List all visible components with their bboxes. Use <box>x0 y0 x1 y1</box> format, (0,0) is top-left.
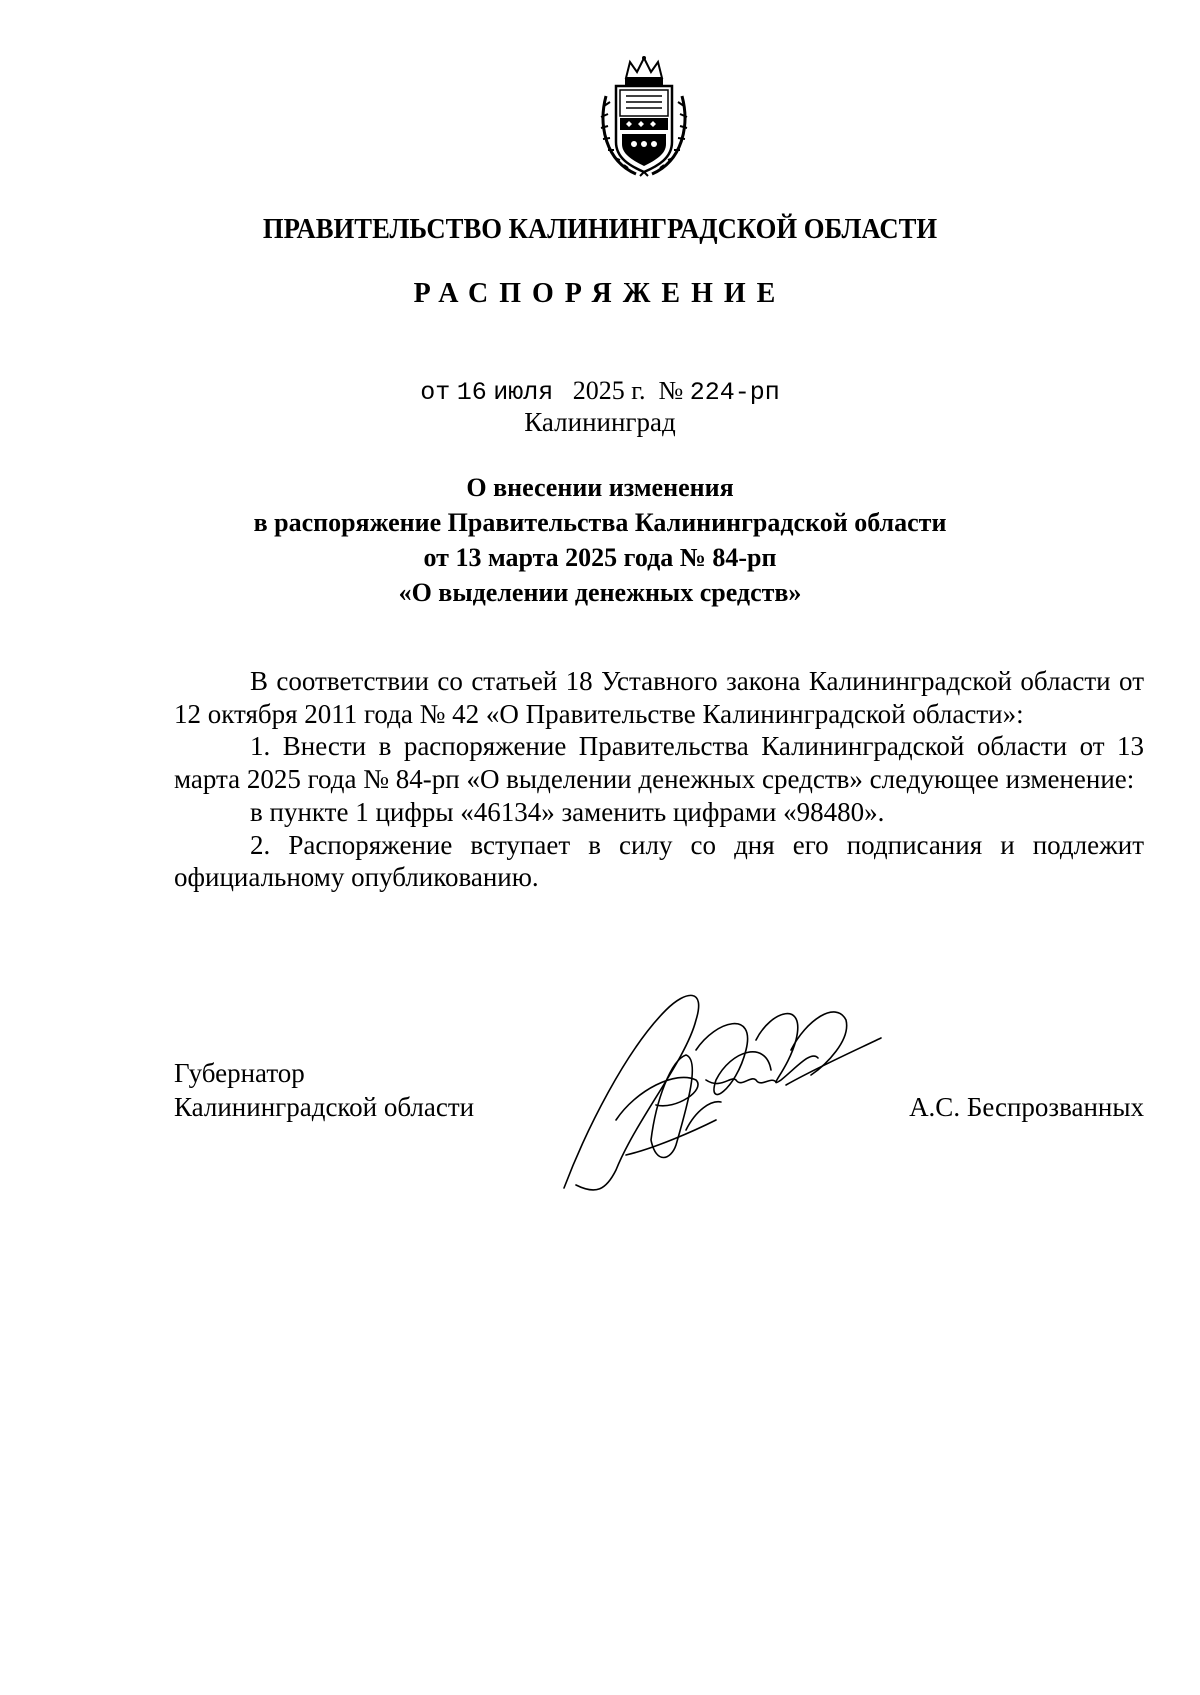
body-paragraph: 1. Внести в распоряжение Правительства Калининградской области от 13 марта 2025 года № 84-рп «О выделении денежных средств» следующее изменение: <box>174 731 1144 795</box>
document-number: 224-рп <box>689 378 780 407</box>
coat-of-arms-emblem-icon <box>596 56 692 180</box>
signer-position-line: Губернатор <box>174 1058 305 1088</box>
body-paragraph: В соответствии со статьей 18 Уставного закона Калининградской области от 12 октября 2011 года № 42 «О Правительстве Калининградской области»: <box>174 666 1144 729</box>
document-title <box>0 470 1200 610</box>
body-paragraph: 2. Распоряжение вступает в силу со дня его подписания и подлежит официальному опубликованию. <box>174 829 1144 893</box>
city: Калининград <box>524 407 676 437</box>
organization-name: ПРАВИТЕЛЬСТВО КАЛИНИНГРАДСКОЙ ОБЛАСТИ <box>262 213 938 245</box>
number-sign: № <box>658 376 684 405</box>
signer-name: А.С. Беспрозванных <box>909 1092 1144 1122</box>
document-type: РАСПОРЯЖЕНИЕ <box>413 278 787 309</box>
signer-position <box>174 1056 474 1124</box>
title-line: О внесении изменения <box>466 473 734 502</box>
date-day: 16 <box>456 378 487 407</box>
date-prefix: от <box>420 378 451 407</box>
handwritten-signature-icon <box>556 980 906 1200</box>
document-body <box>174 665 1144 894</box>
signer-position-line: Калининградской области <box>174 1092 475 1122</box>
title-line: от 13 марта 2025 года № 84-рп <box>423 543 777 572</box>
date-month: июля <box>493 378 554 407</box>
body-paragraph: в пункте 1 цифры «46134» заменить цифрами «98480». <box>250 796 885 827</box>
date-year: 2025 г. <box>572 376 646 405</box>
date-number-line <box>0 375 1200 409</box>
title-line: в распоряжение Правительства Калининградской области <box>253 508 947 537</box>
title-line: «О выделении денежных средств» <box>398 578 802 607</box>
